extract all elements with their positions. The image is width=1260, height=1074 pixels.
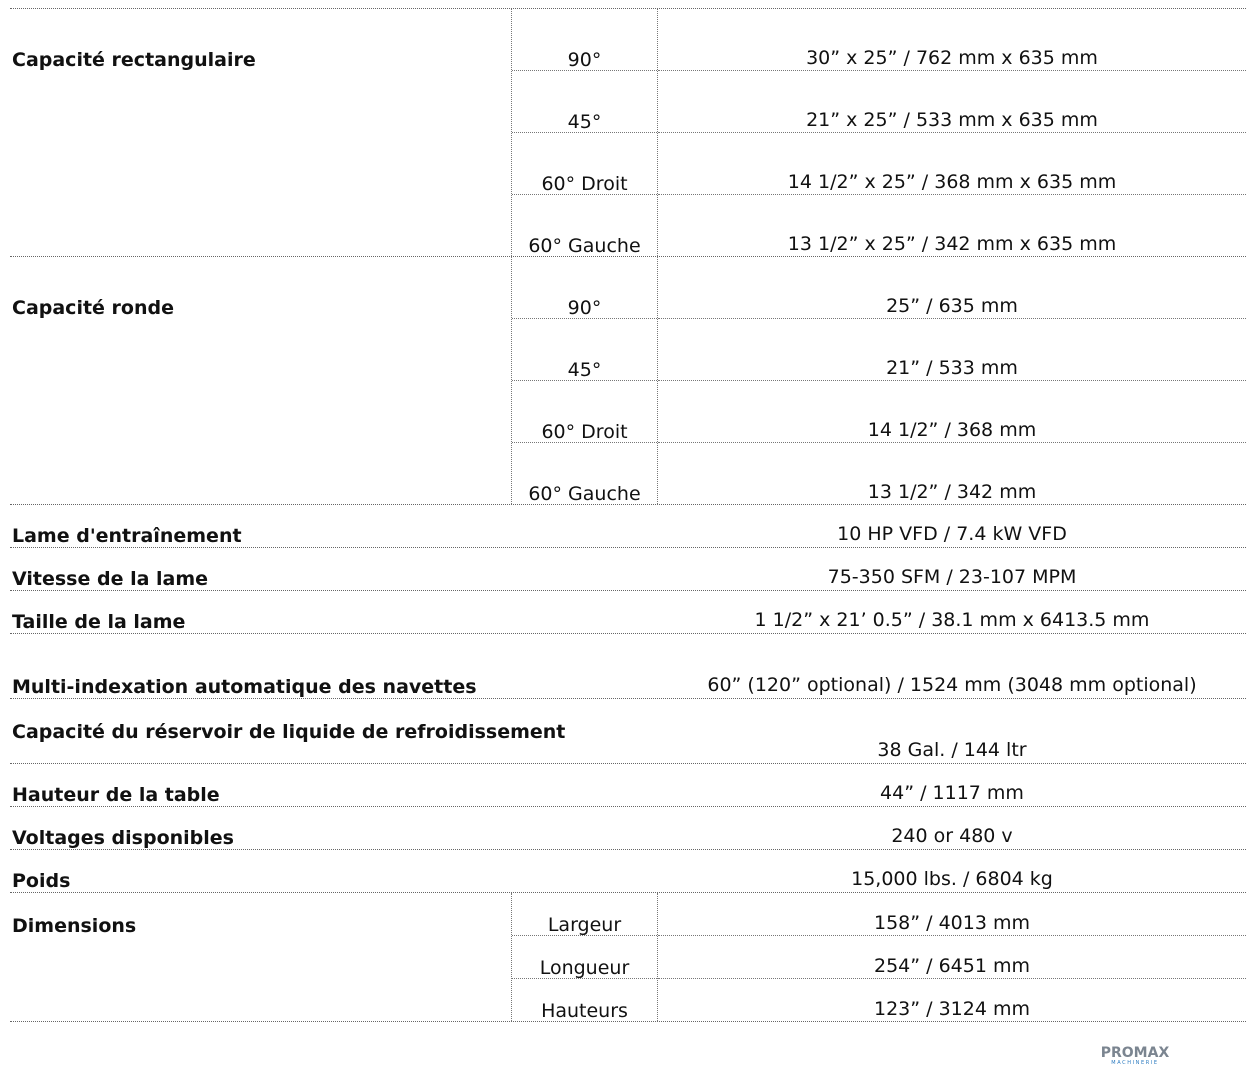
logo-tagline: MACHINERIE: [1111, 1060, 1159, 1066]
angle-cell: 90°: [512, 9, 657, 71]
value-cell: 21” x 25” / 533 mm x 635 mm: [658, 71, 1246, 133]
value-cell: 14 1/2” x 25” / 368 mm x 635 mm: [658, 133, 1246, 195]
angle-cell: 60° Gauche: [528, 483, 641, 505]
logo-name: PROMAX: [1100, 1045, 1170, 1061]
value-cell: 13 1/2” x 25” / 342 mm x 635 mm: [787, 233, 1117, 255]
blade-drive-row: [10, 505, 1246, 548]
row-value: 1 1/2” x 21’ 0.5” / 38.1 mm x 6413.5 mm: [754, 609, 1150, 631]
row-label: Taille de la lame: [12, 611, 186, 633]
dimensions-row: [10, 893, 1246, 1022]
dimensions-values: [658, 893, 1246, 1021]
row-label: Vitesse de la lame: [12, 568, 209, 590]
row-label: Lame d'entraînement: [12, 525, 242, 547]
weight-row: [10, 850, 1246, 893]
dimension-value: 123” / 3124 mm: [874, 998, 1030, 1020]
value-cell: 13 1/2” / 342 mm: [867, 481, 1037, 503]
row-value: 38 Gal. / 144 ltr: [877, 739, 1027, 761]
row-label: Multi-indexation automatique des navettes: [12, 676, 477, 698]
dimension-name: Longueur: [512, 936, 657, 979]
round-capacity-label: Capacité ronde: [12, 297, 174, 319]
round-capacity-angles: [511, 257, 658, 504]
row-label: Capacité du réservoir de liquide de refroidissement: [12, 721, 566, 743]
dimension-value: 254” / 6451 mm: [658, 936, 1246, 979]
rect-capacity-angles: [511, 9, 658, 256]
angle-cell: 60° Droit: [512, 133, 657, 195]
value-cell: 25” / 635 mm: [658, 257, 1246, 319]
blade-speed-row: [10, 548, 1246, 591]
row-value: 44” / 1117 mm: [880, 782, 1024, 804]
spec-table: [10, 8, 1246, 1022]
row-value: 75-350 SFM / 23-107 MPM: [827, 566, 1077, 588]
value-cell: 14 1/2” / 368 mm: [658, 381, 1246, 443]
angle-cell: 45°: [512, 319, 657, 381]
coolant-tank-row: [10, 699, 1246, 764]
round-capacity-row: [10, 256, 1246, 505]
rect-capacity-row: [10, 8, 1246, 256]
value-cell: 21” / 533 mm: [658, 319, 1246, 381]
angle-cell: 60° Droit: [512, 381, 657, 443]
rect-capacity-label: Capacité rectangulaire: [12, 49, 256, 71]
table-height-row: [10, 764, 1246, 807]
promax-logo: [1093, 1046, 1177, 1066]
dimensions-label: Dimensions: [12, 915, 137, 937]
angle-cell: 60° Gauche: [528, 235, 641, 257]
row-value: 10 HP VFD / 7.4 kW VFD: [837, 523, 1067, 545]
row-value: 60” (120” optional) / 1524 mm (3048 mm optional): [707, 674, 1197, 696]
voltages-row: [10, 807, 1246, 850]
value-cell: 30” x 25” / 762 mm x 635 mm: [658, 9, 1246, 71]
blade-size-row: [10, 591, 1246, 634]
dimension-value: 158” / 4013 mm: [658, 893, 1246, 936]
rect-capacity-values: [658, 9, 1246, 256]
angle-cell: 45°: [512, 71, 657, 133]
dimension-name: Hauteurs: [541, 1000, 628, 1022]
row-value: 15,000 lbs. / 6804 kg: [851, 868, 1053, 890]
row-value: 240 or 480 v: [891, 825, 1013, 847]
dimensions-names: [511, 893, 658, 1021]
row-label: Voltages disponibles: [12, 827, 234, 849]
shuttle-index-row: [10, 634, 1246, 699]
dimension-name: Largeur: [512, 893, 657, 936]
round-capacity-values: [658, 257, 1246, 504]
row-label: Poids: [12, 870, 71, 892]
row-label: Hauteur de la table: [12, 784, 220, 806]
angle-cell: 90°: [512, 257, 657, 319]
